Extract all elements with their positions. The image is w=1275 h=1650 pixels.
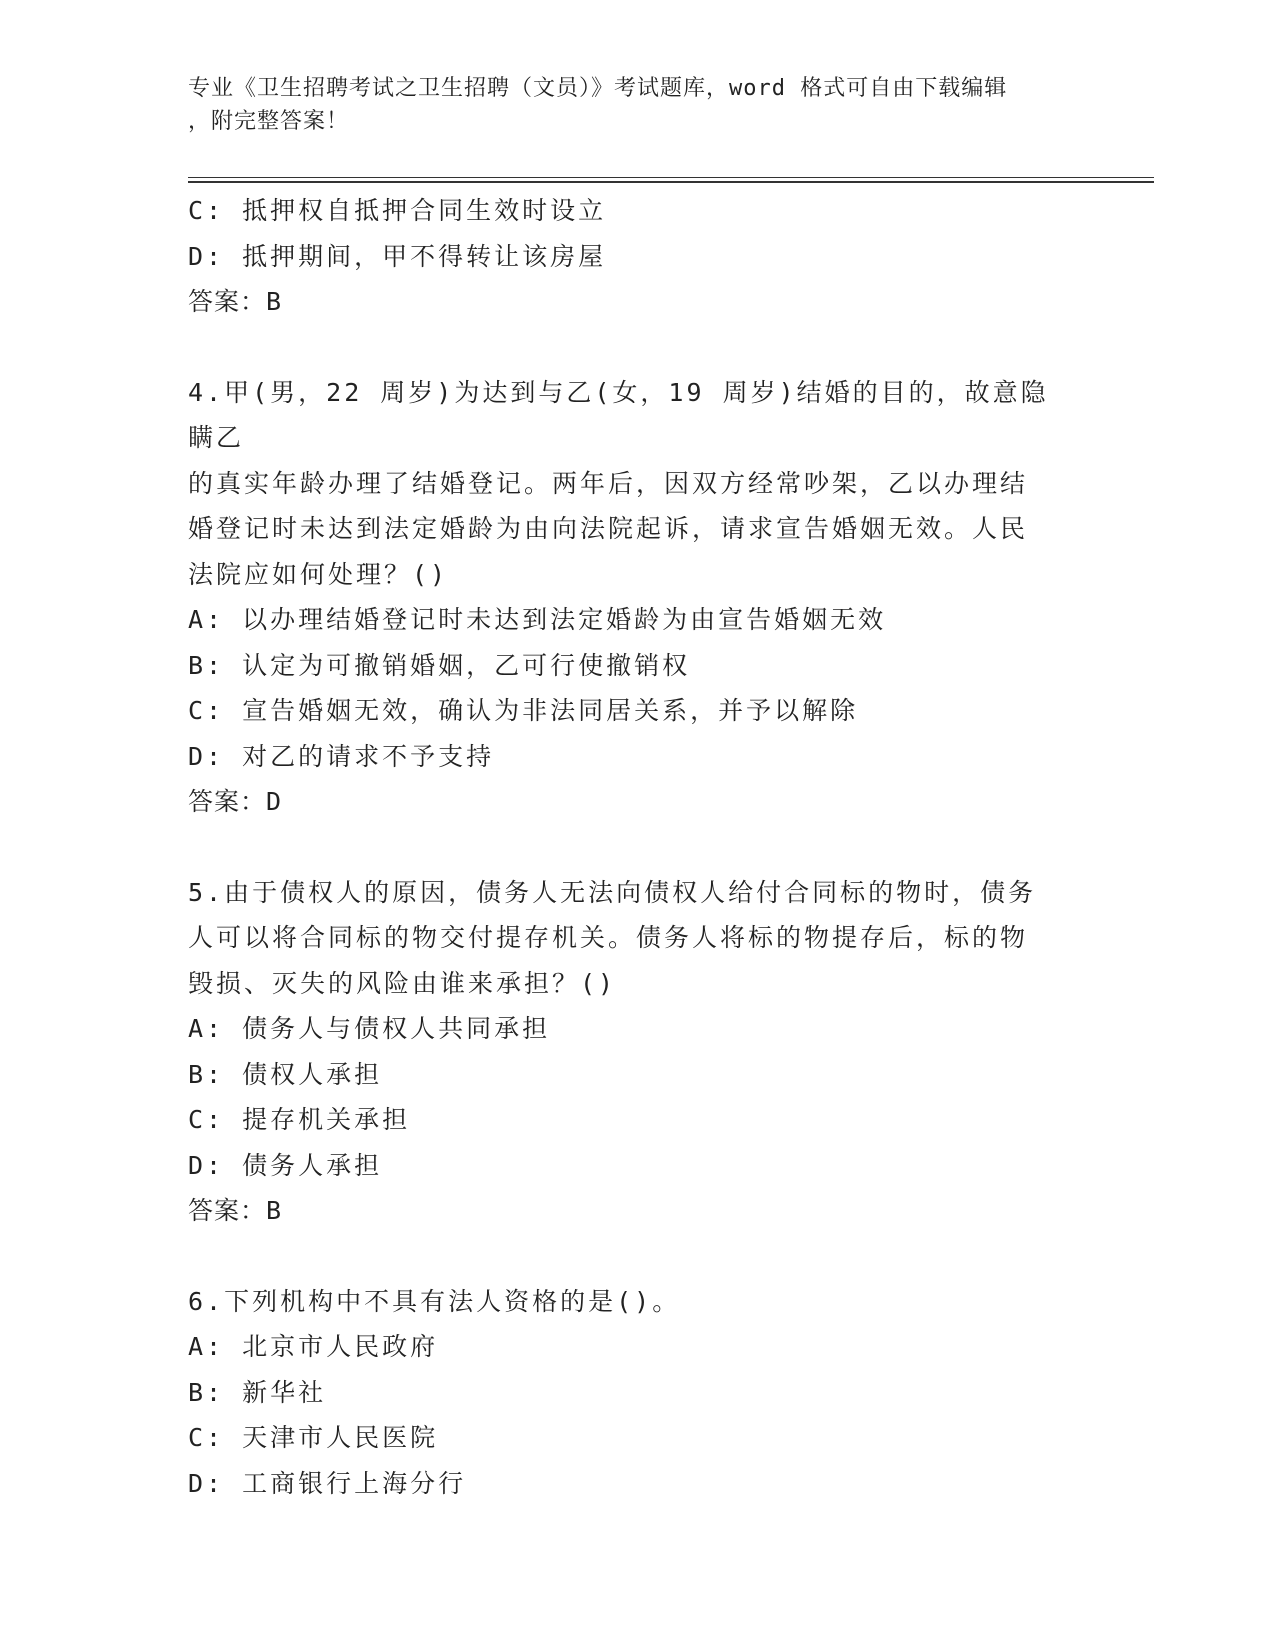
question-5 [188,870,1088,1234]
question-text-line: 法院应如何处理？() [188,559,449,589]
header-divider-thick [188,181,1154,183]
option-c: C: 提存机关承担 [188,1105,411,1134]
answer: 答案：B [188,287,283,316]
question-text-line: 婚登记时未达到法定婚龄为由向法院起诉，请求宣告婚姻无效。人民 [188,514,1029,543]
question-4 [188,370,1088,825]
option-d: D: 债务人承担 [188,1150,383,1180]
question-text-line: 的真实年龄办理了结婚登记。两年后，因双方经常吵架，乙以办理结 [188,468,1029,498]
option-c: C: 天津市人民医院 [188,1423,439,1452]
option-d: D: 抵押期间，甲不得转让该房屋 [188,241,607,271]
question-spacer [188,1234,1088,1279]
document-header [188,72,1078,138]
question-spacer [188,825,1088,870]
option-b: B: 债权人承担 [188,1059,383,1089]
answer: 答案：B [188,1196,283,1225]
option-c: C: 抵押权自抵押合同生效时设立 [188,196,607,225]
question-text-line: 5.由于债权人的原因，债务人无法向债权人给付合同标的物时，债务 [188,877,1037,907]
answer: 答案：D [188,787,283,816]
question-spacer [188,325,1088,370]
header-line-1: 专业《卫生招聘考试之卫生招聘（文员）》考试题库，word 格式可自由下载编辑 [188,76,1008,101]
option-d: D: 对乙的请求不予支持 [188,741,495,771]
header-divider-thin [188,177,1154,178]
question-6 [188,1279,1088,1507]
option-a: A: 以办理结婚登记时未达到法定婚龄为由宣告婚姻无效 [188,605,887,634]
question-text-line: 4.甲(男，22 周岁)为达到与乙(女，19 周岁)结婚的目的，故意隐瞒乙 [188,377,1049,452]
question-text-line: 人可以将合同标的物交付提存机关。债务人将标的物提存后，标的物 [188,923,1029,952]
question-3-tail [188,188,1088,325]
question-text-line: 6.下列机构中不具有法人资格的是()。 [188,1286,681,1316]
option-b: B: 新华社 [188,1377,327,1407]
option-a: A: 债务人与债权人共同承担 [188,1014,551,1043]
document-body [188,188,1088,1506]
option-b: B: 认定为可撤销婚姻，乙可行使撤销权 [188,650,691,680]
option-c: C: 宣告婚姻无效，确认为非法同居关系，并予以解除 [188,696,859,725]
header-line-2: ，附完整答案！ [188,109,350,134]
option-d: D: 工商银行上海分行 [188,1468,467,1498]
question-text-line: 毁损、灭失的风险由谁来承担？() [188,968,617,998]
option-a: A: 北京市人民政府 [188,1332,439,1361]
